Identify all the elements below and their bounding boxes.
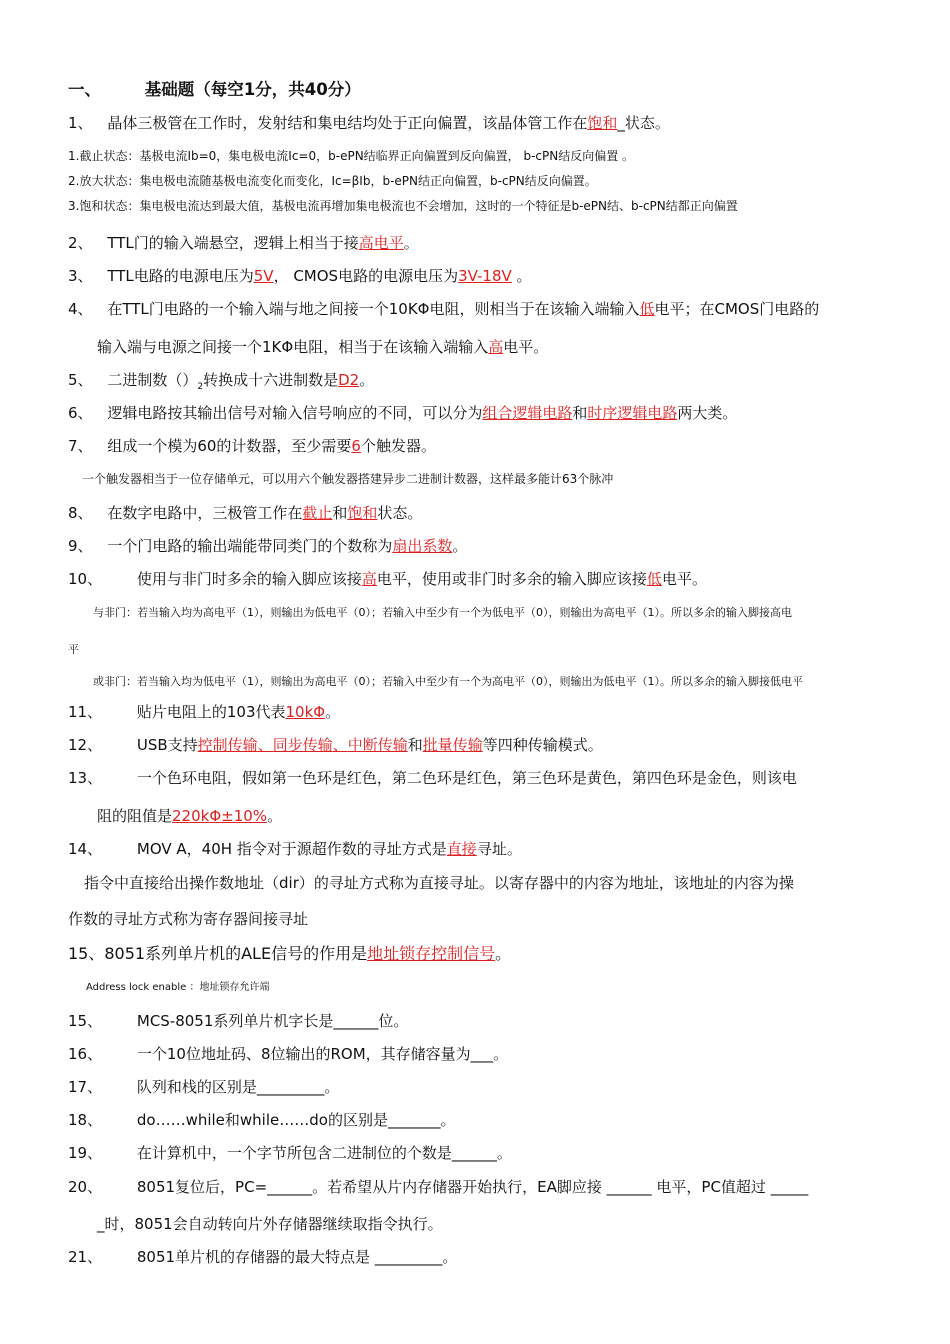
question-number: 1、: [68, 114, 93, 132]
question-15a: [68, 941, 511, 964]
question-text: TTL电路的电源电压为: [107, 267, 254, 285]
note-line: 1.截止状态：基极电流Ib=0，集电极电流Ic=0，b-ePN结临界正向偏置到反向偏置， b-cPN结反向偏置 。: [68, 149, 635, 163]
question-number: 9、: [68, 537, 93, 555]
question-16: [68, 1043, 508, 1064]
answer: 高: [361, 570, 377, 588]
answer: 截止: [302, 504, 333, 522]
question-number: 4、: [68, 300, 93, 318]
question-number: 19、: [68, 1144, 103, 1162]
question-text: MCS-8051系列单片机字长是______位。: [136, 1012, 409, 1030]
question-number: 21、: [68, 1248, 103, 1266]
question-text: 和: [572, 404, 588, 422]
question-text: 和: [332, 504, 348, 522]
question-4: [68, 298, 819, 319]
question-2: [68, 232, 419, 253]
answer: 扇出系数: [392, 537, 453, 555]
question-number: 13、: [68, 769, 103, 787]
question-number: 5、: [68, 371, 93, 389]
note-line: 或非门：若当输入均为低电平（1），则输出为高电平（0）；若输入中至少有一个为高电平（0），则输出为低电平（1）。所以多余的输入脚接低电平: [93, 675, 803, 688]
question-3: [68, 265, 532, 286]
question-8: [68, 502, 422, 523]
section-title: 基础题（每空1分，共40分）: [144, 80, 361, 99]
answer: 低: [639, 300, 655, 318]
answer: 同步传输: [272, 736, 333, 754]
question-text: 8051复位后，PC=______。若希望从片内存储器开始执行，EA脚应接 ______ 电平，PC值超过 _____: [136, 1178, 809, 1196]
question-text: TTL门的输入端悬空，逻辑上相当于接: [107, 234, 359, 252]
answer: 时序逻辑电路: [587, 404, 678, 422]
question-text: 队列和栈的区别是_________。: [136, 1078, 340, 1096]
answer: 3V-18V: [458, 267, 512, 285]
question-text: 一个色环电阻，假如第一色环是红色，第二色环是红色，第三色环是黄色，第四色环是金色，则该电: [136, 769, 797, 787]
note-line: 与非门：若当输入均为高电平（1），则输出为低电平（0）；若输入中至少有一个为低电平（0），则输出为高电平（1）。所以多余的输入脚接高电: [93, 606, 792, 619]
question-12: [68, 734, 603, 755]
question-number: 8、: [68, 504, 93, 522]
answer: 中断传输: [347, 736, 408, 754]
answer-separator: 、: [332, 736, 348, 754]
subscript: 2: [197, 382, 204, 392]
answer: 5V: [253, 267, 274, 285]
question-18: [68, 1109, 455, 1130]
section-number: 一、: [68, 80, 101, 99]
question-text: 使用与非门时多余的输入脚应该接: [136, 570, 362, 588]
question-text: 状态。: [377, 504, 423, 522]
section-heading: [68, 76, 361, 100]
answer: 地址锁存控制信号: [367, 944, 496, 963]
question-text: 在计算机中，一个字节所包含二进制位的个数是______。: [136, 1144, 512, 1162]
question-number: 10、: [68, 570, 103, 588]
answer-separator: 、: [257, 736, 273, 754]
question-text: 8051系列单片机的ALE信号的作用是: [104, 944, 368, 963]
question-text: 8051单片机的存储器的最大特点是 _________。: [136, 1248, 458, 1266]
explanation-line: 指令中直接给出操作数地址（dir）的寻址方式称为直接寻址。以寄存器中的内容为地址，该地址的内容为操: [84, 874, 794, 892]
explanation-line: 作数的寻址方式称为寄存器间接寻址: [68, 910, 309, 928]
question-6: [68, 402, 737, 423]
question-4-line-2: [97, 336, 548, 357]
note-line: 一个触发器相当于一位存储单元，可以用六个触发器搭建异步二进制计数器，这样最多能计63个脉冲: [82, 472, 614, 486]
question-text: 输入端与电源之间接一个1KΦ电阻，相当于在该输入端输入: [97, 338, 489, 356]
question-7: [68, 435, 436, 456]
question-text: 转换成十六进制数是: [203, 371, 339, 389]
answer: 高电平: [358, 234, 404, 252]
answer: 高: [488, 338, 504, 356]
question-number: 20、: [68, 1178, 103, 1196]
question-13-line-2: [97, 805, 282, 826]
question-15b: [68, 1010, 408, 1031]
question-9: [68, 535, 467, 556]
question-1: [68, 112, 670, 133]
question-number: 7、: [68, 437, 93, 455]
question-number: 15、: [68, 1012, 103, 1030]
question-11: [68, 701, 340, 722]
question-text: 贴片电阻上的103代表: [136, 703, 286, 721]
question-number: 6、: [68, 404, 93, 422]
question-19: [68, 1142, 512, 1163]
answer: 批量传输: [422, 736, 483, 754]
question-text: 。: [325, 703, 341, 721]
question-number: 17、: [68, 1078, 103, 1096]
question-text: 电平；在CMOS门电路的: [654, 300, 820, 318]
question-20: [68, 1176, 808, 1197]
question-text: 一个门电路的输出端能带同类门的个数称为: [107, 537, 393, 555]
question-text: 电平。: [503, 338, 549, 356]
answer: 控制传输: [197, 736, 258, 754]
question-20-line-2: _时，8051会自动转向片外存储器继续取指令执行。: [97, 1215, 443, 1233]
note-line: 3.饱和状态：集电极电流达到最大值，基极电流再增加集电极流也不会增加，这时的一个特征是b-ePN结、b-cPN结都正向偏置: [68, 199, 738, 213]
question-14: [68, 838, 522, 859]
question-text: 等四种传输模式。: [482, 736, 603, 754]
question-number: 3、: [68, 267, 93, 285]
answer: 直接: [446, 840, 477, 858]
question-text: 电平。: [661, 570, 707, 588]
question-number: 2、: [68, 234, 93, 252]
question-text: 晶体三极管在工作时，发射结和集电结均处于正向偏置，该晶体管工作在: [107, 114, 588, 132]
question-text: 电平，使用或非门时多余的输入脚应该接: [376, 570, 647, 588]
question-number: 15、: [68, 944, 105, 963]
answer: 10kΦ: [285, 703, 326, 721]
answer: 低: [646, 570, 662, 588]
note-line: 平: [68, 643, 79, 656]
question-text: 逻辑电路按其输出信号对输入信号响应的不同，可以分为: [107, 404, 483, 422]
question-5: [68, 369, 374, 392]
question-text: 二进制数（）: [107, 371, 198, 389]
question-text: do……while和while……do的区别是_______。: [136, 1111, 456, 1129]
question-text: 个触发器。: [360, 437, 436, 455]
question-text: 在TTL门电路的一个输入端与地之间接一个10KΦ电阻，则相当于在该输入端输入: [107, 300, 640, 318]
question-text: 。: [359, 371, 375, 389]
answer: 组合逻辑电路: [482, 404, 573, 422]
question-10: [68, 568, 707, 589]
answer: 饱和: [347, 504, 378, 522]
question-text: ， CMOS电路的电源电压为: [273, 267, 459, 285]
question-text: 组成一个模为60的计数器，至少需要: [107, 437, 352, 455]
answer: D2: [338, 371, 360, 389]
question-text: 和: [407, 736, 423, 754]
question-text: 。: [452, 537, 468, 555]
question-17: [68, 1076, 339, 1097]
question-text: _状态。: [617, 114, 670, 132]
question-text: 一个10位地址码、8位输出的ROM，其存储容量为___。: [136, 1045, 509, 1063]
question-number: 16、: [68, 1045, 103, 1063]
question-text: 在数字电路中，三极管工作在: [107, 504, 303, 522]
answer: 饱和: [587, 114, 618, 132]
answer: 220kΦ±10%: [172, 807, 268, 825]
answer: 6: [351, 437, 361, 455]
question-text: 寻址。: [476, 840, 522, 858]
note-line: 2.放大状态：集电极电流随基极电流变化而变化，Ic=βIb，b-ePN结正向偏置，b-cPN结反向偏置。: [68, 174, 597, 188]
question-21: [68, 1246, 457, 1267]
question-text: 两大类。: [677, 404, 738, 422]
question-text: 阻的阻值是: [97, 807, 173, 825]
question-text: MOV A，40H 指令对于源超作数的寻址方式是: [136, 840, 447, 858]
question-text: 。: [495, 944, 512, 963]
question-number: 11、: [68, 703, 103, 721]
question-text: 。: [267, 807, 283, 825]
question-13: [68, 767, 797, 788]
question-text: USB支持: [136, 736, 198, 754]
question-number: 14、: [68, 840, 103, 858]
question-number: 18、: [68, 1111, 103, 1129]
question-text: 。: [403, 234, 419, 252]
note-line: Address lock enable ：地址锁存允许端: [86, 982, 270, 993]
question-text: 。: [511, 267, 532, 285]
question-number: 12、: [68, 736, 103, 754]
